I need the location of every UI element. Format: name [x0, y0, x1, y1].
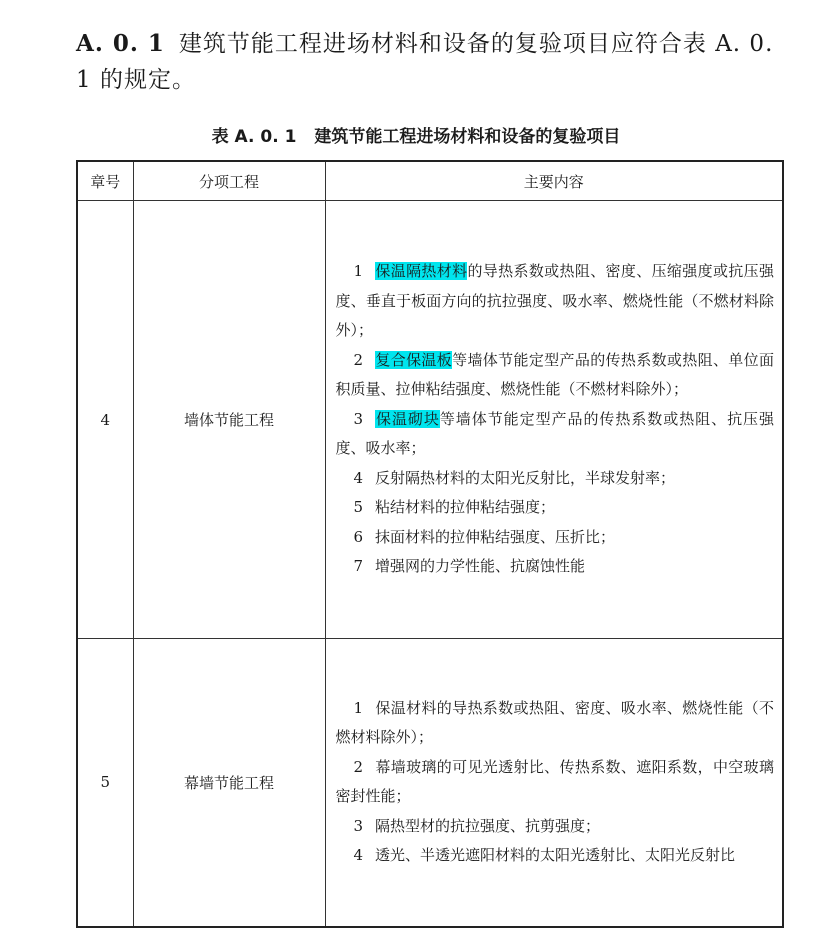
cell-chapter: 5	[77, 639, 133, 927]
table-row	[77, 639, 783, 927]
table-number: 表 A. 0. 1	[211, 127, 297, 147]
clause-number: A. 0. 1	[76, 30, 165, 57]
cell-chapter: 4	[77, 201, 133, 639]
highlight-text: 保温砌块	[375, 409, 440, 428]
clause-paragraph	[76, 26, 796, 98]
table-row	[77, 201, 783, 639]
cell-project: 墙体节能工程	[133, 201, 325, 639]
table-caption	[0, 122, 832, 147]
table-title: 建筑节能工程进场材料和设备的复验项目	[314, 127, 621, 147]
header-project: 分项工程	[133, 161, 325, 201]
list-item: 2 复合保温板等墙体节能定型产品的传热系数或热阻、单位面积质量、拉伸粘结强度、燃烧性能（不燃材料除外）；	[335, 350, 774, 399]
list-item: 4 反射隔热材料的太阳光反射比，半球发射率；	[353, 468, 676, 487]
list-item: 6 抹面材料的拉伸粘结强度、压折比；	[353, 527, 616, 546]
list-item: 5 粘结材料的拉伸粘结强度；	[353, 498, 556, 517]
table-header-row	[77, 161, 783, 201]
list-item: 3 隔热型材的抗拉强度、抗剪强度；	[353, 816, 601, 835]
highlight-text: 保温隔热材料	[375, 262, 468, 281]
highlight-text: 复合保温板	[375, 350, 453, 369]
list-item: 7 增强网的力学性能、抗腐蚀性能	[353, 557, 586, 576]
list-item: 3 保温砌块等墙体节能定型产品的传热系数或热阻、抗压强度、吸水率；	[335, 409, 774, 458]
list-item: 1 保温材料的导热系数或热阻、密度、吸水率、燃烧性能（不燃材料除外）；	[335, 698, 774, 747]
list-item: 4 透光、半透光遮阳材料的太阳光透射比、太阳光反射比	[353, 846, 736, 865]
list-item: 2 幕墙玻璃的可见光透射比、传热系数、遮阳系数，中空玻璃密封性能；	[335, 757, 774, 806]
header-content: 主要内容	[325, 161, 783, 201]
retest-items-table	[76, 160, 784, 928]
clause-text: 建筑节能工程进场材料和设备的复验项目应符合表 A. 0. 1 的规定。	[76, 31, 774, 93]
cell-content	[325, 639, 783, 927]
cell-content	[325, 201, 783, 639]
header-chapter: 章号	[77, 161, 133, 201]
list-item: 1 保温隔热材料的导热系数或热阻、密度、压缩强度或抗压强度、垂直于板面方向的抗拉强度、吸水率、燃烧性能（不燃材料除外）；	[335, 262, 774, 340]
cell-project: 幕墙节能工程	[133, 639, 325, 927]
